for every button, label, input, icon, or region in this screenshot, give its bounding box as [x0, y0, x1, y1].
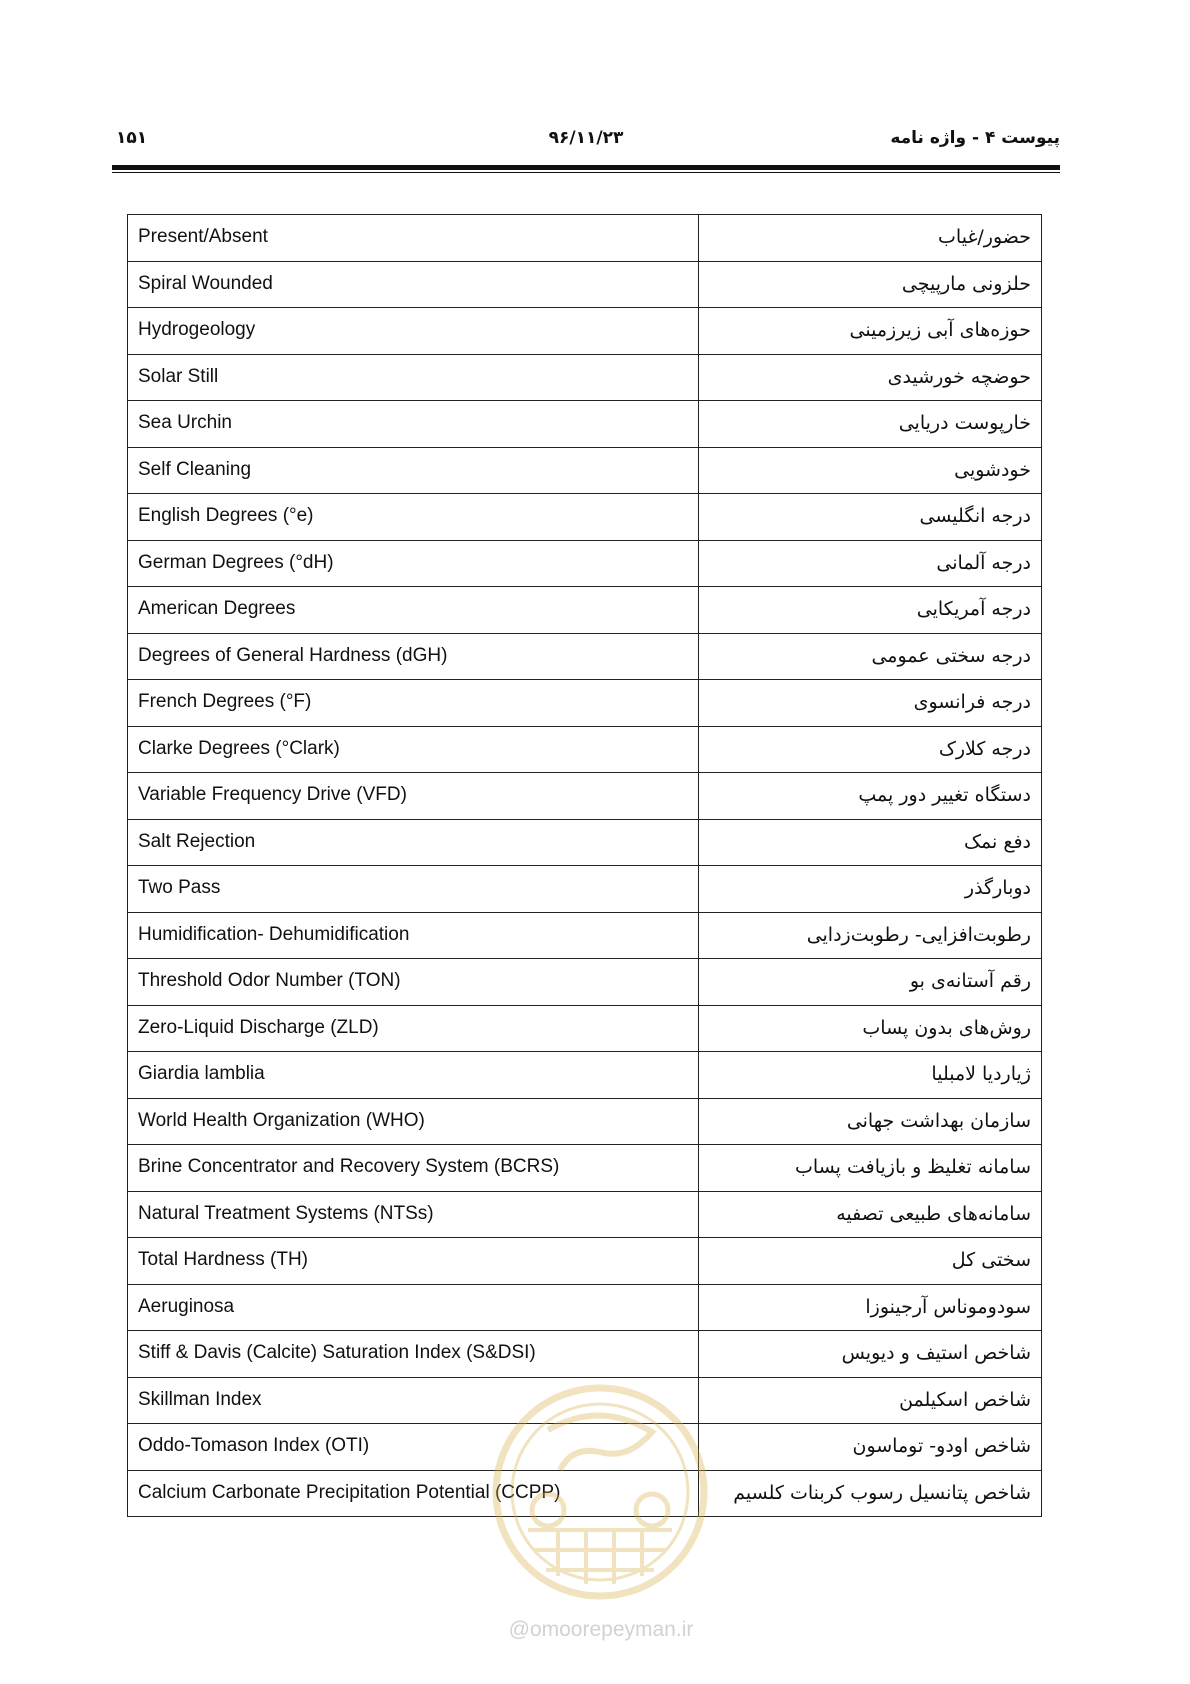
table-row — [128, 1052, 1042, 1099]
persian-term: سامانه‌های طبیعی تصفیه — [699, 1191, 1042, 1238]
table-row — [128, 1331, 1042, 1378]
persian-term: حلزونی مارپیچی — [699, 261, 1042, 308]
persian-term: رطوبت‌افزایی- رطوبت‌زدایی — [699, 912, 1042, 959]
persian-term: سازمان بهداشت جهانی — [699, 1098, 1042, 1145]
persian-term: درجه کلارک — [699, 726, 1042, 773]
persian-term: سامانه تغلیظ و بازیافت پساب — [699, 1145, 1042, 1192]
glossary-table — [127, 214, 1042, 1517]
table-row — [128, 401, 1042, 448]
page-number: ۱۵۱ — [116, 128, 148, 148]
english-term: Brine Concentrator and Recovery System (BCRS) — [128, 1145, 699, 1192]
english-term: Two Pass — [128, 866, 699, 913]
english-term: Humidification- Dehumidification — [128, 912, 699, 959]
persian-term: ژیاردیا لامبلیا — [699, 1052, 1042, 1099]
english-term: Salt Rejection — [128, 819, 699, 866]
persian-term: درجه فرانسوی — [699, 680, 1042, 727]
english-term: Oddo-Tomason Index (OTI) — [128, 1424, 699, 1471]
table-row — [128, 912, 1042, 959]
persian-term: حوزه‌های آبی زیرزمینی — [699, 308, 1042, 355]
persian-term: حوضچه خورشیدی — [699, 354, 1042, 401]
english-term: Clarke Degrees (°Clark) — [128, 726, 699, 773]
table-row — [128, 819, 1042, 866]
english-term: Self Cleaning — [128, 447, 699, 494]
english-term: Calcium Carbonate Precipitation Potential (CCPP) — [128, 1470, 699, 1517]
table-row — [128, 1005, 1042, 1052]
persian-term: حضور/غیاب — [699, 215, 1042, 262]
english-term: German Degrees (°dH) — [128, 540, 699, 587]
table-row — [128, 959, 1042, 1006]
persian-term: خودشویی — [699, 447, 1042, 494]
english-term: Giardia lamblia — [128, 1052, 699, 1099]
watermark-site: @omoorepeyman.ir — [508, 1618, 694, 1641]
persian-term: درجه آمریکایی — [699, 587, 1042, 634]
persian-term: شاخص اودو- توماسون — [699, 1424, 1042, 1471]
table-row — [128, 494, 1042, 541]
persian-term: سختی کل — [699, 1238, 1042, 1285]
header-date: ۹۶/۱۱/۲۳ — [548, 128, 624, 148]
english-term: Variable Frequency Drive (VFD) — [128, 773, 699, 820]
english-term: Spiral Wounded — [128, 261, 699, 308]
persian-term: دفع نمک — [699, 819, 1042, 866]
english-term: Zero-Liquid Discharge (ZLD) — [128, 1005, 699, 1052]
table-row — [128, 1098, 1042, 1145]
english-term: Stiff & Davis (Calcite) Saturation Index (S&DSI) — [128, 1331, 699, 1378]
table-row — [128, 1284, 1042, 1331]
english-term: English Degrees (°e) — [128, 494, 699, 541]
table-row — [128, 540, 1042, 587]
persian-term: شاخص اسکیلمن — [699, 1377, 1042, 1424]
table-row — [128, 633, 1042, 680]
table-row — [128, 680, 1042, 727]
english-term: Total Hardness (TH) — [128, 1238, 699, 1285]
persian-term: درجه آلمانی — [699, 540, 1042, 587]
header-rule-thin — [112, 172, 1060, 173]
persian-term: دستگاه تغییر دور پمپ — [699, 773, 1042, 820]
table-row — [128, 215, 1042, 262]
english-term: Present/Absent — [128, 215, 699, 262]
english-term: Skillman Index — [128, 1377, 699, 1424]
persian-term: خارپوست دریایی — [699, 401, 1042, 448]
english-term: Sea Urchin — [128, 401, 699, 448]
table-row — [128, 447, 1042, 494]
table-row — [128, 1470, 1042, 1517]
english-term: Natural Treatment Systems (NTSs) — [128, 1191, 699, 1238]
persian-term: دوبارگذر — [699, 866, 1042, 913]
table-row — [128, 1191, 1042, 1238]
persian-term: روش‌های بدون پساب — [699, 1005, 1042, 1052]
persian-term: سودوموناس آرجینوزا — [699, 1284, 1042, 1331]
table-row — [128, 773, 1042, 820]
table-row — [128, 308, 1042, 355]
persian-term: شاخص استیف و دیویس — [699, 1331, 1042, 1378]
table-row — [128, 1377, 1042, 1424]
table-row — [128, 354, 1042, 401]
table-row — [128, 1145, 1042, 1192]
table-row — [128, 587, 1042, 634]
english-term: Threshold Odor Number (TON) — [128, 959, 699, 1006]
table-row — [128, 866, 1042, 913]
persian-term: رقم آستانه‌ی بو — [699, 959, 1042, 1006]
table-row — [128, 1424, 1042, 1471]
english-term: Solar Still — [128, 354, 699, 401]
english-term: Hydrogeology — [128, 308, 699, 355]
english-term: French Degrees (°F) — [128, 680, 699, 727]
english-term: American Degrees — [128, 587, 699, 634]
header-rule-thick — [112, 165, 1060, 170]
english-term: Aeruginosa — [128, 1284, 699, 1331]
table-row — [128, 1238, 1042, 1285]
persian-term: درجه سختی عمومی — [699, 633, 1042, 680]
section-title: پیوست ۴ - واژه نامه — [890, 128, 1060, 148]
table-row — [128, 726, 1042, 773]
table-row — [128, 261, 1042, 308]
persian-term: شاخص پتانسیل رسوب کربنات کلسیم — [699, 1470, 1042, 1517]
page-header — [112, 128, 1060, 154]
english-term: World Health Organization (WHO) — [128, 1098, 699, 1145]
glossary-body — [128, 215, 1042, 1517]
english-term: Degrees of General Hardness (dGH) — [128, 633, 699, 680]
persian-term: درجه انگلیسی — [699, 494, 1042, 541]
